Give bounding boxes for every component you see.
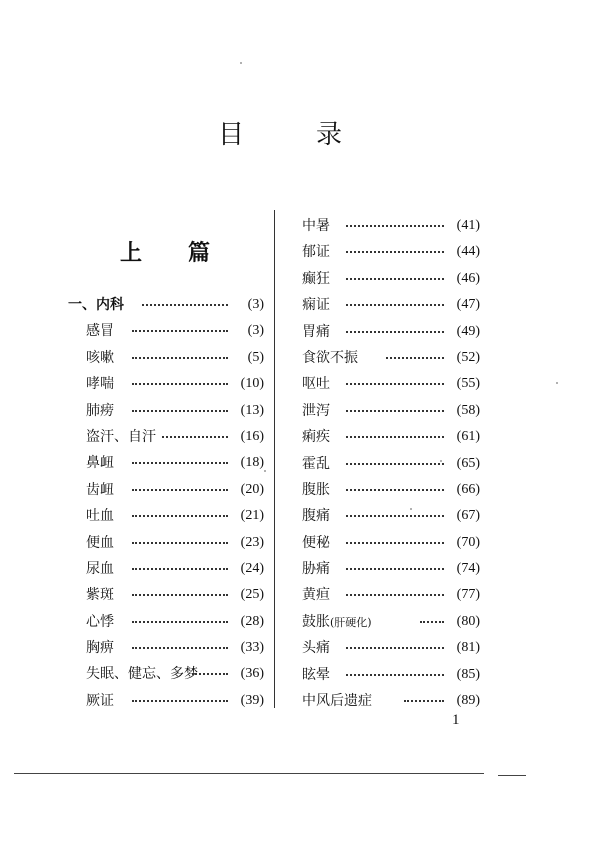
- toc-entry[interactable]: [68, 556, 264, 582]
- toc-entry[interactable]: [302, 345, 480, 371]
- leader-dots: [346, 515, 444, 517]
- leader-dots: [404, 700, 444, 702]
- toc-entry-page: (55): [456, 376, 480, 392]
- leader-dots: [132, 647, 228, 649]
- toc-entry-page: (77): [456, 587, 480, 603]
- page-title: [0, 118, 600, 158]
- toc-entry-label: 中暑: [302, 218, 330, 234]
- title-char-1: 目: [218, 120, 245, 150]
- toc-entry-page: (61): [456, 429, 480, 445]
- toc-entry[interactable]: [302, 662, 480, 688]
- toc-entry[interactable]: [302, 688, 480, 714]
- toc-entry-label: 黄疸: [302, 587, 330, 604]
- column-divider: [274, 210, 275, 708]
- toc-entry-sublabel: (肝硬化): [330, 615, 372, 629]
- toc-entry[interactable]: [302, 266, 480, 292]
- toc-entry[interactable]: [302, 477, 480, 503]
- toc-entry-page: (25): [240, 587, 264, 603]
- toc-entry-label: 霍乱: [302, 455, 330, 472]
- leader-dots: [132, 383, 228, 385]
- toc-entry[interactable]: [302, 213, 480, 239]
- part-heading-char-1: 上: [120, 240, 143, 266]
- toc-entry-page: (39): [240, 692, 264, 708]
- toc-entry-label: 痫证: [302, 297, 330, 314]
- leader-dots: [346, 225, 444, 227]
- leader-dots: [346, 383, 444, 385]
- toc-entry-page: (3): [247, 297, 264, 312]
- toc-entry-page: (13): [240, 402, 264, 418]
- toc-entry-label: 食欲不振: [302, 349, 358, 366]
- leader-dots: [142, 304, 228, 306]
- leader-dots: [346, 331, 444, 333]
- toc-entry-label: 腹痛: [302, 508, 330, 525]
- toc-entry-label: 癫狂: [302, 270, 330, 287]
- toc-entry[interactable]: [302, 371, 480, 397]
- leader-dots: [346, 674, 444, 676]
- toc-entry-label: 吐血: [86, 508, 114, 525]
- toc-entry-label: 盗汗、自汗: [86, 428, 156, 445]
- scan-speck: [556, 382, 558, 384]
- scan-speck: [264, 470, 266, 472]
- leader-dots: [132, 489, 228, 491]
- toc-entry[interactable]: [68, 318, 264, 344]
- toc-entry-page: (58): [456, 402, 480, 418]
- toc-entry-label: 哮喘: [86, 376, 114, 393]
- leader-dots: [132, 330, 228, 332]
- toc-entry-label: 感冒: [86, 323, 114, 340]
- toc-entry-page: (65): [456, 455, 480, 471]
- toc-entry-page: (47): [456, 297, 480, 313]
- toc-entry-label: 一、内科: [68, 297, 124, 313]
- toc-entry[interactable]: [302, 609, 480, 635]
- leader-dots: [346, 568, 444, 570]
- leader-dots: [132, 357, 228, 359]
- toc-entry-label: 眩晕: [302, 666, 330, 683]
- toc-entry-label: 便秘: [302, 534, 330, 551]
- toc-left-column: [68, 292, 264, 714]
- part-heading-char-2: 篇: [188, 240, 211, 266]
- toc-entry-page: (52): [456, 349, 480, 365]
- toc-entry-page: (89): [456, 693, 480, 709]
- leader-dots: [420, 621, 444, 623]
- toc-entry-page: (10): [240, 376, 264, 392]
- toc-entry-section[interactable]: [68, 292, 264, 318]
- toc-entry-label: 胁痛: [302, 561, 330, 578]
- toc-entry-page: (80): [456, 613, 480, 629]
- toc-entry-page: (44): [456, 244, 480, 260]
- leader-dots: [346, 647, 444, 649]
- toc-entry[interactable]: [68, 582, 264, 608]
- toc-entry[interactable]: [68, 450, 264, 476]
- bottom-rule: [14, 773, 484, 774]
- toc-entry[interactable]: [68, 345, 264, 371]
- toc-entry-page: (66): [456, 481, 480, 497]
- toc-entry-label: 紫斑: [86, 587, 114, 604]
- toc-entry-label: 中风后遗症: [302, 693, 372, 710]
- leader-dots: [132, 462, 228, 464]
- toc-entry[interactable]: [68, 530, 264, 556]
- toc-entry-page: (49): [456, 323, 480, 339]
- toc-entry[interactable]: [68, 424, 264, 450]
- leader-dots: [346, 542, 444, 544]
- toc-entry-label: 痢疾: [302, 429, 330, 446]
- toc-entry-label: 腹胀: [302, 481, 330, 498]
- toc-entry-page: (70): [456, 534, 480, 550]
- toc-entry-label: 心悸: [86, 613, 114, 630]
- toc-entry-page: (20): [240, 481, 264, 497]
- toc-entry-page: (5): [247, 349, 264, 365]
- toc-entry[interactable]: [68, 477, 264, 503]
- toc-entry-page: (67): [456, 508, 480, 524]
- toc-entry-label: 尿血: [86, 560, 114, 577]
- toc-entry[interactable]: [68, 635, 264, 661]
- leader-dots: [192, 673, 228, 675]
- toc-entry-label: 鼻衄: [86, 455, 114, 472]
- leader-dots: [132, 410, 228, 412]
- toc-entry-label: 呕吐: [302, 376, 330, 393]
- bottom-rule-fragment: [498, 775, 526, 776]
- toc-entry-label: 胸痹: [86, 640, 114, 657]
- leader-dots: [346, 594, 444, 596]
- page-number: 1: [452, 712, 460, 728]
- toc-entry-page: (21): [240, 508, 264, 524]
- leader-dots: [132, 621, 228, 623]
- scan-speck: [240, 62, 242, 64]
- scan-speck: [410, 508, 412, 510]
- leader-dots: [386, 357, 444, 359]
- toc-entry-label: 郁证: [302, 244, 330, 261]
- leader-dots: [346, 410, 444, 412]
- toc-entry-label: 泄泻: [302, 402, 330, 419]
- leader-dots: [346, 489, 444, 491]
- toc-entry-page: (85): [456, 666, 480, 682]
- toc-entry[interactable]: [302, 530, 480, 556]
- toc-entry-page: (81): [456, 640, 480, 656]
- toc-entry-label: 头痛: [302, 640, 330, 657]
- toc-entry-page: (36): [240, 666, 264, 682]
- scan-speck: [440, 460, 442, 462]
- toc-entry-page: (33): [240, 640, 264, 656]
- toc-entry[interactable]: [302, 319, 480, 345]
- toc-entry-label: [302, 613, 372, 632]
- toc-entry[interactable]: [302, 451, 480, 477]
- toc-right-column: [302, 213, 480, 714]
- leader-dots: [132, 542, 228, 544]
- toc-entry[interactable]: [302, 582, 480, 608]
- toc-entry-label: 齿衄: [86, 481, 114, 498]
- toc-entry-page: (46): [456, 270, 480, 286]
- leader-dots: [346, 463, 444, 465]
- leader-dots: [346, 278, 444, 280]
- toc-entry[interactable]: [68, 371, 264, 397]
- toc-entry[interactable]: [68, 661, 264, 687]
- leader-dots: [346, 436, 444, 438]
- leader-dots: [162, 436, 228, 438]
- toc-entry-label: 胃痛: [302, 323, 330, 340]
- toc-entry-page: (16): [240, 428, 264, 444]
- title-char-2: 录: [316, 120, 343, 150]
- toc-entry-page: (28): [240, 613, 264, 629]
- toc-entry[interactable]: [68, 503, 264, 529]
- toc-entry[interactable]: [68, 398, 264, 424]
- toc-entry[interactable]: [302, 292, 480, 318]
- toc-entry[interactable]: [302, 424, 480, 450]
- leader-dots: [346, 251, 444, 253]
- toc-entry[interactable]: [302, 556, 480, 582]
- leader-dots: [132, 568, 228, 570]
- toc-entry-page: (18): [240, 455, 264, 471]
- toc-entry-label: 便血: [86, 534, 114, 551]
- toc-entry[interactable]: [302, 398, 480, 424]
- toc-entry-page: (41): [456, 218, 480, 233]
- toc-entry-main-label: 鼓胀: [302, 613, 330, 630]
- toc-entry[interactable]: [302, 239, 480, 265]
- leader-dots: [132, 700, 228, 702]
- toc-entry-page: (3): [247, 323, 264, 339]
- toc-entry-label: 咳嗽: [86, 349, 114, 366]
- toc-entry-page: (23): [240, 534, 264, 550]
- toc-entry-label: 失眠、健忘、多梦: [86, 666, 198, 683]
- toc-entry-label: 肺痨: [86, 402, 114, 419]
- leader-dots: [346, 304, 444, 306]
- toc-entry-label: 厥证: [86, 692, 114, 709]
- toc-entry-page: (74): [456, 561, 480, 577]
- toc-entry[interactable]: [68, 688, 264, 714]
- toc-entry[interactable]: [302, 503, 480, 529]
- toc-entry[interactable]: [68, 609, 264, 635]
- toc-entry[interactable]: [302, 635, 480, 661]
- toc-entry-page: (24): [240, 560, 264, 576]
- leader-dots: [132, 594, 228, 596]
- leader-dots: [132, 515, 228, 517]
